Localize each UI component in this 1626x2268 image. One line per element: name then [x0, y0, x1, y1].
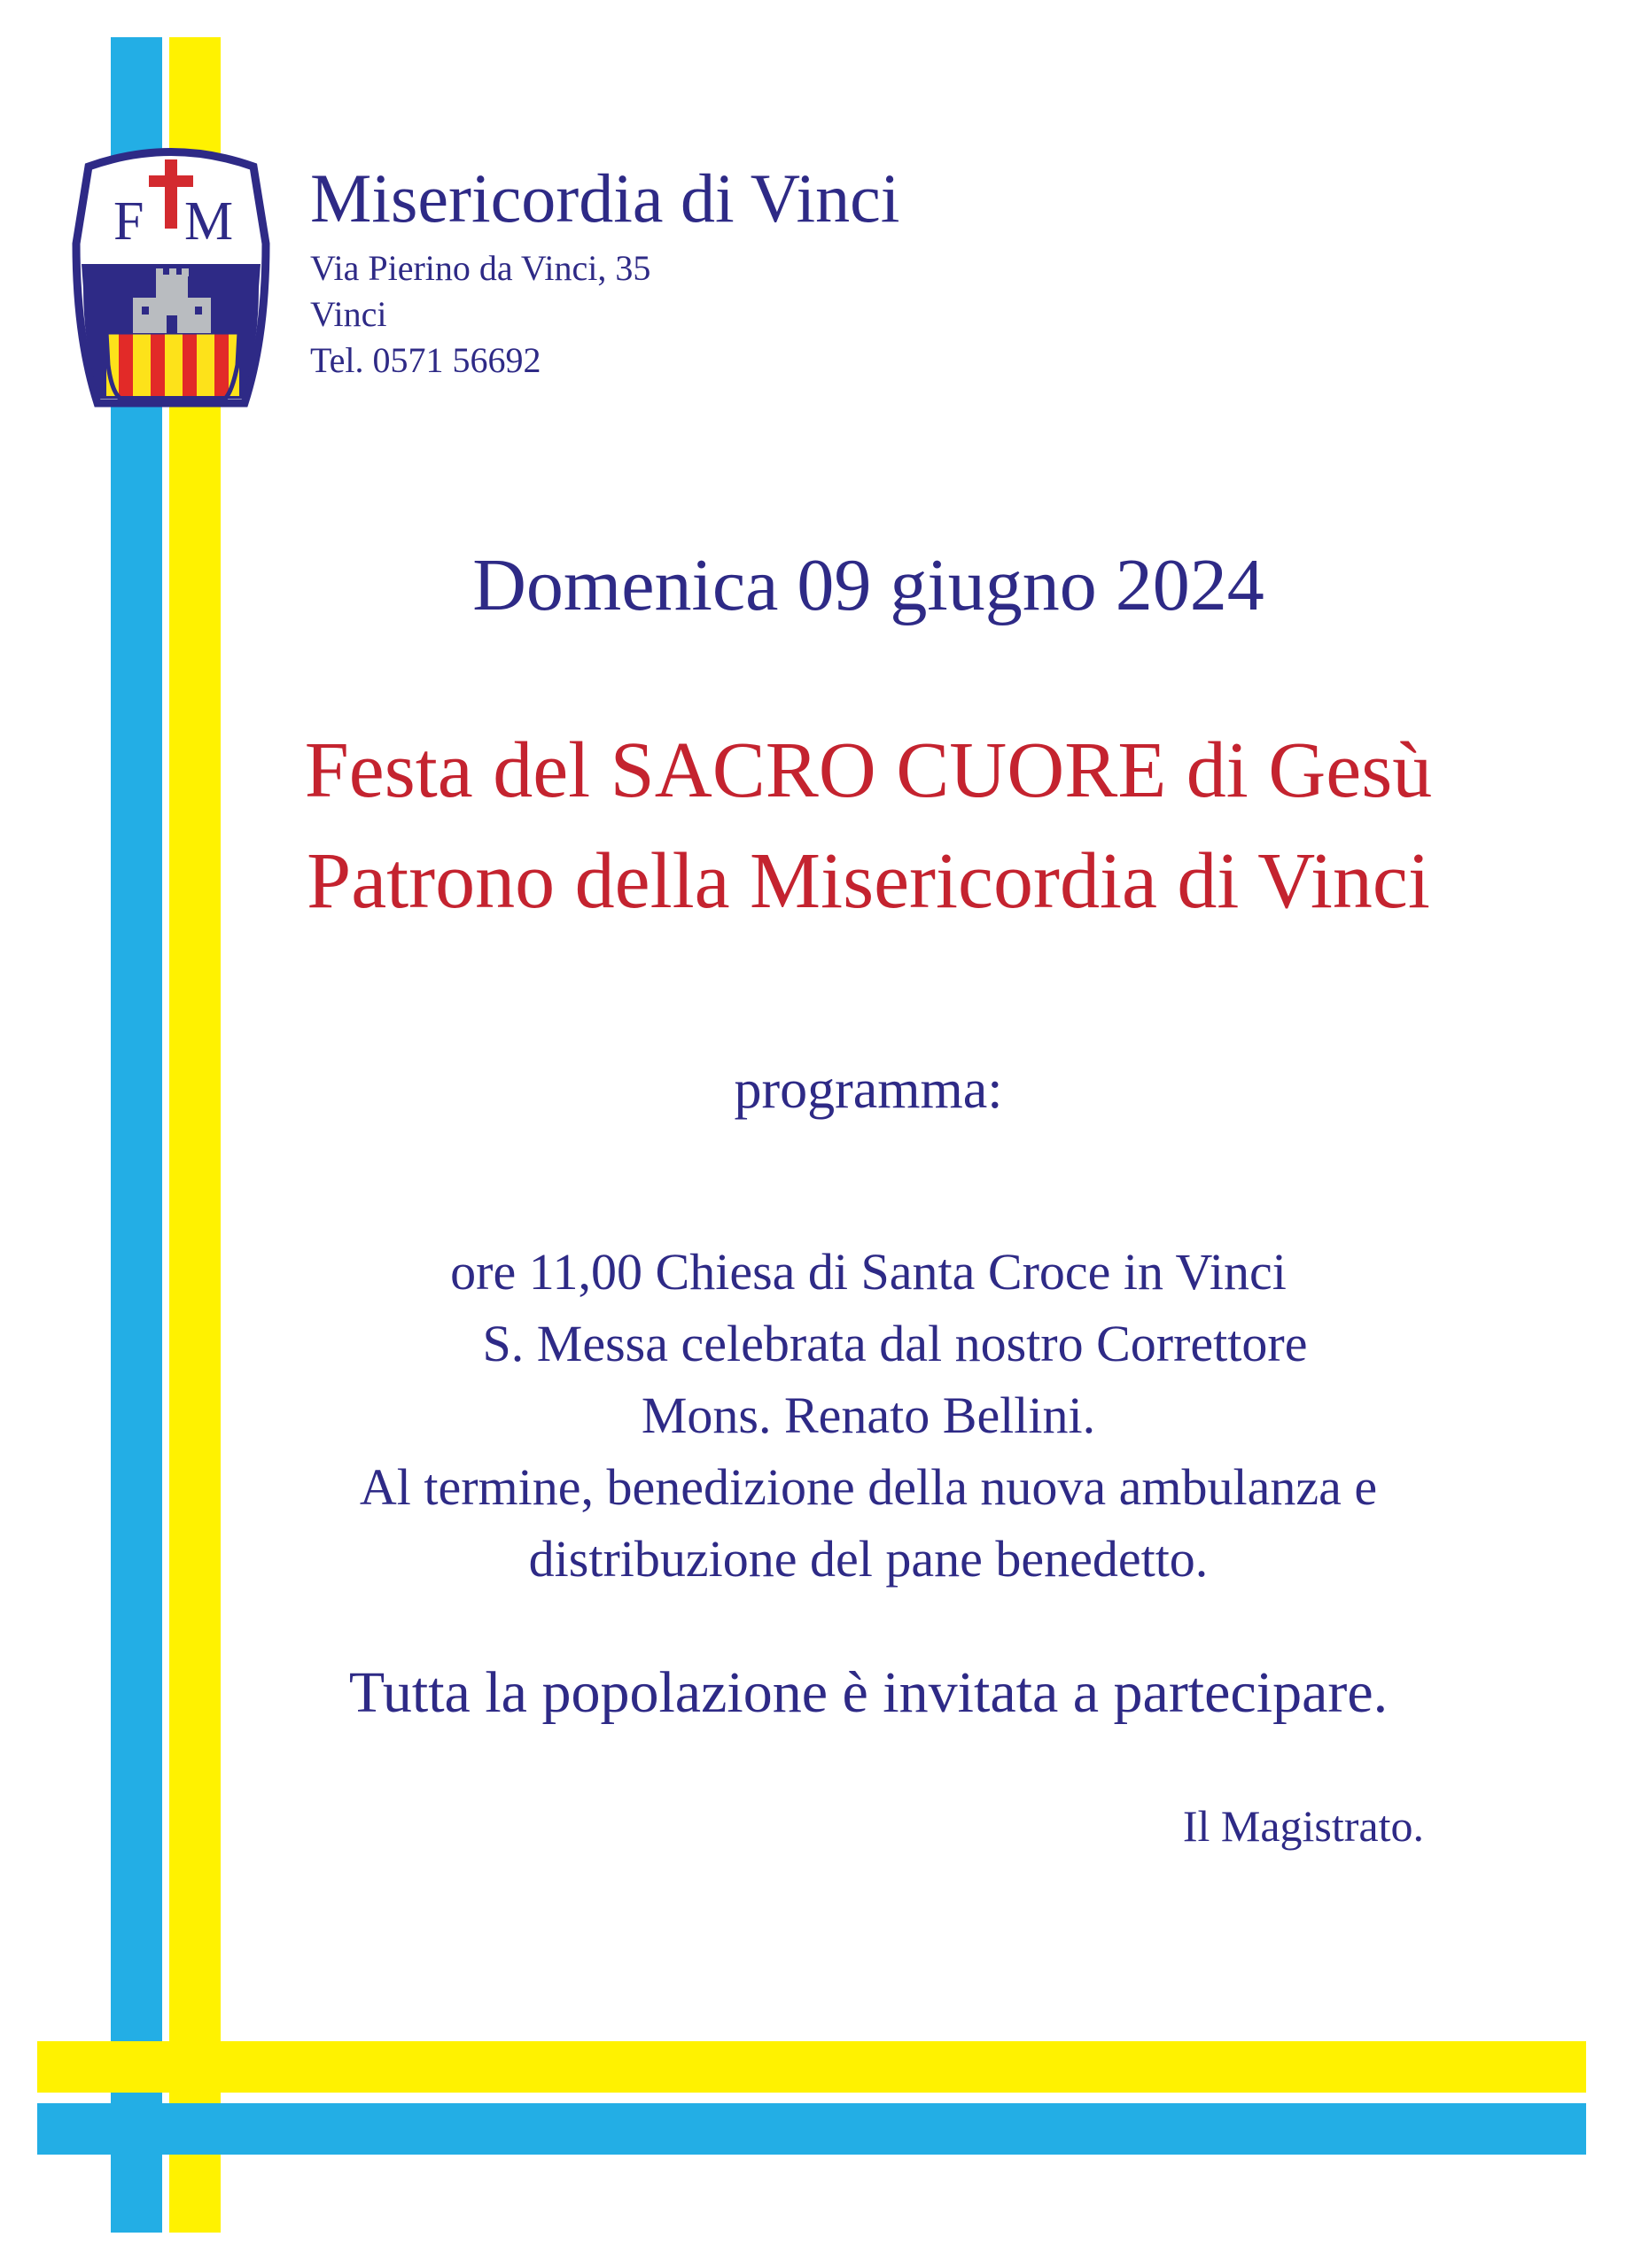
program-detail-line: Mons. Renato Bellini.	[641, 1386, 1096, 1444]
misericordia-shield-icon	[69, 133, 273, 408]
event-title-line2: Patrono della Misericordia di Vinci	[307, 837, 1430, 925]
event-date: Domenica 09 giugno 2024	[472, 544, 1264, 626]
svg-text:F: F	[113, 191, 144, 252]
organization-header	[310, 159, 900, 384]
program-detail-line: S. Messa celebrata dal nostro Correttore	[482, 1315, 1308, 1372]
horizontal-yellow-stripe	[37, 2041, 1586, 2093]
horizontal-blue-stripe	[37, 2103, 1586, 2155]
svg-text:M: M	[184, 191, 234, 252]
signature: Il Magistrato.	[1182, 1801, 1424, 1851]
event-title-line1: Festa del SACRO CUORE di Gesù	[304, 726, 1433, 814]
org-name: Misericordia di Vinci	[310, 159, 900, 237]
org-address-street: Via Pierino da Vinci, 35	[310, 248, 651, 288]
invitation-text: Tutta la popolazione è invitata a partecipare.	[348, 1660, 1389, 1725]
program-detail-line: ore 11,00 Chiesa di Santa Croce in Vinci	[450, 1243, 1287, 1301]
program-label: programma:	[734, 1060, 1003, 1120]
program-details	[0, 1236, 1626, 1595]
org-phone: Tel. 0571 56692	[310, 340, 541, 380]
program-detail-line: Al termine, benedizione della nuova ambulanza e	[359, 1458, 1378, 1516]
program-detail-line: distribuzione del pane benedetto.	[528, 1530, 1209, 1588]
org-address-city: Vinci	[310, 294, 387, 334]
